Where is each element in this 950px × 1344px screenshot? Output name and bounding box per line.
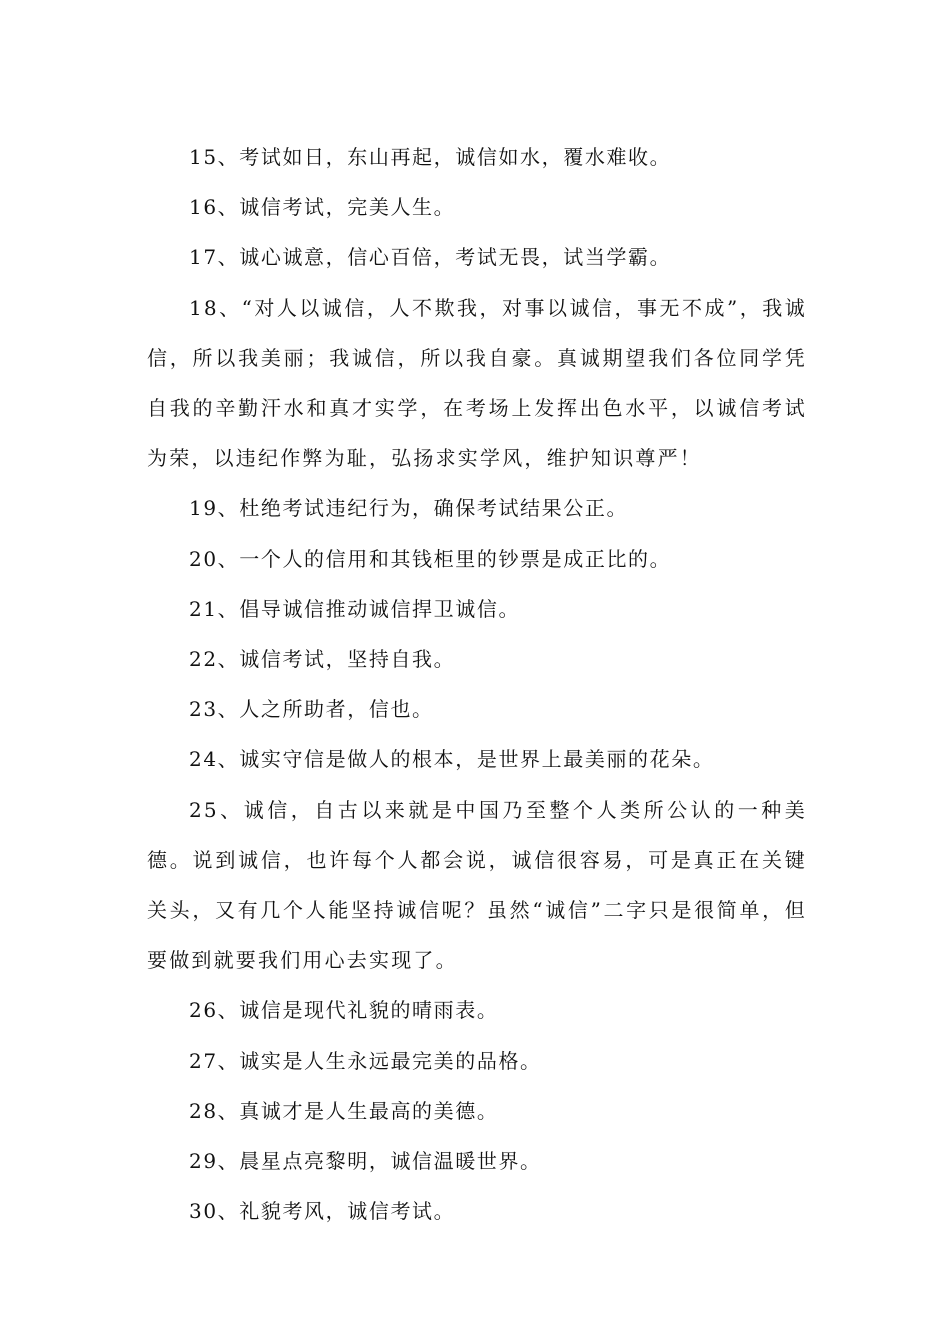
list-item: 30、礼貌考风，诚信考试。 <box>189 1199 456 1224</box>
list-item: 17、诚心诚意，信心百倍，考试无畏，试当学霸。 <box>189 245 672 270</box>
list-item: 19、杜绝考试违纪行为，确保考试结果公正。 <box>189 496 629 521</box>
list-item: 16、诚信考试，完美人生。 <box>189 195 456 220</box>
list-item: 22、诚信考试，坚持自我。 <box>189 647 456 672</box>
list-item: 28、真诚才是人生最高的美德。 <box>189 1098 499 1123</box>
list-item: 26、诚信是现代礼貌的晴雨表。 <box>189 998 499 1023</box>
list-item: 23、人之所助者，信也。 <box>189 697 434 722</box>
list-item: 18、“对人以诚信，人不欺我，对事以诚信，事无不成”，我诚信，所以我美丽；我诚信，所以我自豪。真诚期望我们各位同学凭自我的辛勤汗水和真才实学，在考场上发挥出色水平，以诚信考试为荣，以违纪作弊为耻，弘扬求实学风，维护知识尊严！ <box>147 295 807 471</box>
list-item: 15、考试如日，东山再起，诚信如水，覆水难收。 <box>189 145 672 169</box>
list-item: 25、诚信，自古以来就是中国乃至整个人类所公认的一种美德。说到诚信，也许每个人都会说，诚信很容易，可是真正在关键关头，又有几个人能坚持诚信呢？虽然“诚信”二字只是很简单，但要做到就要我们用心去实现了。 <box>147 797 807 973</box>
list-item: 24、诚实守信是做人的根本，是世界上最美丽的花朵。 <box>189 747 715 772</box>
list-item: 20、一个人的信用和其钱柜里的钞票是成正比的。 <box>189 546 672 571</box>
list-item: 27、诚实是人生永远最完美的品格。 <box>189 1048 542 1073</box>
list-item: 29、晨星点亮黎明，诚信温暖世界。 <box>189 1149 542 1174</box>
document-body <box>147 132 807 1236</box>
list-item: 21、倡导诚信推动诚信捍卫诚信。 <box>189 596 521 621</box>
